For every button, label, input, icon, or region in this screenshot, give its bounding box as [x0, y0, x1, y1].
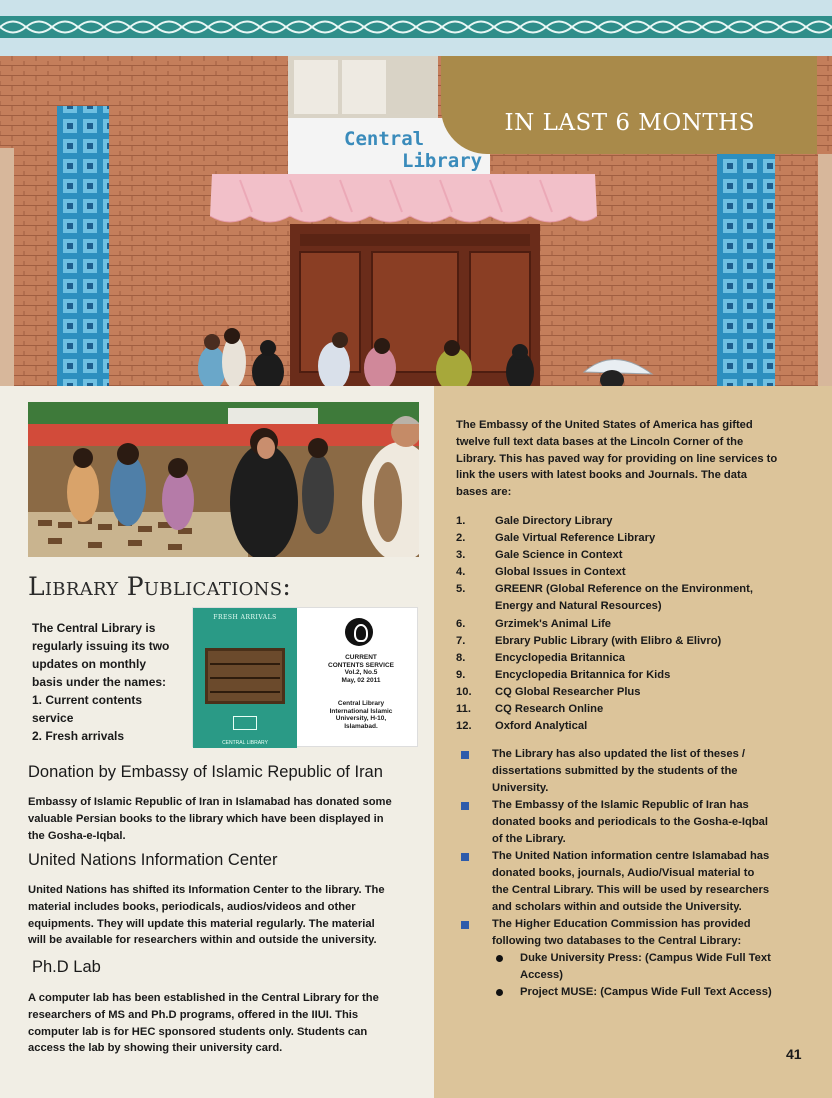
list-item [456, 746, 806, 797]
item-number: 5. [456, 583, 466, 596]
item-number: 11. [456, 703, 471, 716]
hero-badge [441, 56, 817, 154]
text-line: and scholars within and outside the University. [492, 901, 742, 913]
sign-line-2: Library [402, 150, 483, 172]
item-number: 2. [456, 532, 466, 545]
publications-title: Library Publications: [28, 572, 292, 601]
cover-footer: CENTRAL LIBRARY [222, 740, 268, 746]
hero-photo [0, 56, 832, 386]
text-line: Duke University Press: (Campus Wide Full Text [520, 952, 771, 964]
text-line: 2. Fresh arrivals [32, 729, 125, 743]
fresh-arrivals-cover [193, 608, 297, 748]
item-name: Encyclopedia Britannica [495, 651, 625, 664]
card-line: May, 02 2011 [341, 676, 381, 684]
item-number: 10. [456, 685, 472, 698]
section-body-iran-donation [28, 794, 413, 844]
decorative-top-band [0, 0, 832, 56]
list-item [456, 797, 806, 848]
list-item [456, 513, 806, 530]
card-line: Islamabad. [344, 722, 378, 730]
item-name: Encyclopedia Britannica for Kids [495, 668, 671, 681]
text-line: researchers of MS and Ph.D programs, offered in the IIUI. This [28, 1008, 359, 1021]
item-number: 6. [456, 617, 466, 630]
list-item [456, 633, 806, 650]
publication-samples [192, 607, 418, 747]
card-line: CONTENTS SERVICE [328, 661, 394, 669]
text-line: material includes books, periodicals, audios/videos and other [28, 900, 356, 913]
list-item [456, 950, 806, 984]
text-line: Library. This has paved way for providing on line services to [456, 452, 778, 465]
list-item [456, 616, 806, 633]
list-item [456, 667, 806, 684]
text-line: the Gosha-e-Iqbal. [28, 829, 126, 842]
round-bullet-icon [496, 989, 503, 996]
text-line: Energy and Natural Resources) [495, 600, 662, 613]
card-library [303, 700, 419, 730]
text-line: The Higher Education Commission has provided [492, 918, 751, 930]
text-line: service [32, 711, 74, 725]
item-name: Gale Directory Library [495, 515, 613, 527]
database-list [456, 513, 806, 735]
text-line: access the lab by showing their university card. [28, 1042, 283, 1055]
text-line: Project MUSE: (Campus Wide Full Text Access) [520, 986, 772, 998]
list-item [456, 984, 806, 1001]
text-line: will be available for researchers within and outside the university. [28, 934, 377, 947]
text-line: link the users with latest books and Journals. The data [456, 469, 747, 482]
text-line: valuable Persian books to the library which have been displayed in [28, 812, 384, 825]
text-line: of the Library. [492, 833, 566, 845]
list-item [456, 564, 806, 581]
hero-badge-text: IN LAST 6 MONTHS [504, 110, 755, 136]
text-line: equipments. They will update this material regularly. The material [28, 917, 375, 930]
text-line: The Library has also updated the list of theses / [492, 748, 746, 760]
text-line: 1. Current contents [32, 693, 143, 707]
section-heading-un-center: United Nations Information Center [28, 851, 278, 869]
card-line: Vol.2, No.5 [344, 669, 378, 676]
square-bullet-icon [461, 751, 469, 759]
text-line: regularly issuing its two [32, 639, 170, 653]
section-body-un-center [28, 882, 413, 949]
list-item [456, 718, 806, 735]
item-number: 7. [456, 634, 466, 647]
section-heading-iran-donation: Donation by Embassy of Islamic Republic of Iran [28, 763, 383, 781]
cover-title: FRESH ARRIVALS [213, 614, 277, 621]
card-line: University, H-10, [335, 715, 387, 722]
text-line: Access) [520, 969, 563, 981]
text-line: A computer lab has been established in the Central Library for the [28, 992, 379, 1004]
text-line: University. [492, 782, 549, 794]
list-item [456, 701, 806, 718]
text-line: updates on monthly [32, 657, 146, 671]
text-line: following two databases to the Central Library: [492, 935, 742, 947]
card-line: International Islamic [329, 707, 393, 715]
book-fair-photo [28, 402, 419, 557]
section-heading-phd-lab: Ph.D Lab [32, 958, 101, 976]
list-item [456, 530, 806, 547]
text-line: The Embassy of the United States of America has gifted [456, 419, 753, 431]
text-line: GREENR (Global Reference on the Environment, [495, 583, 753, 596]
text-line: United Nations has shifted its Information Center to the library. The [28, 884, 385, 896]
current-contents-card [303, 608, 419, 748]
cover-logo-icon [233, 716, 257, 730]
item-number: 1. [456, 515, 466, 527]
round-bullet-icon [496, 955, 503, 962]
text-line: The United Nation information centre Islamabad has [492, 850, 770, 862]
updates-bullet-list [456, 746, 806, 1001]
bookshelf-image [205, 648, 285, 704]
text-line: bases are: [456, 486, 512, 499]
sign-line-1: Central [344, 128, 425, 150]
item-number: 4. [456, 566, 466, 579]
square-bullet-icon [461, 921, 469, 929]
item-name: Oxford Analytical [495, 720, 588, 733]
list-item [456, 581, 806, 615]
text-line: computer lab is for HEC sponsored students only. Students can [28, 1025, 368, 1038]
text-line: basis under the names: [32, 675, 167, 689]
section-body-phd-lab [28, 990, 413, 1057]
embassy-intro [456, 417, 806, 501]
item-number: 8. [456, 651, 466, 664]
item-name: CQ Global Researcher Plus [495, 685, 641, 698]
list-item [456, 848, 806, 916]
card-line: CURRENT [345, 654, 377, 661]
item-name: CQ Research Online [495, 703, 604, 716]
list-item [456, 650, 806, 667]
item-name: Grzimek's Animal Life [495, 617, 612, 630]
item-name: Gale Science in Context [495, 549, 623, 562]
text-line: dissertations submitted by the students of the [492, 765, 738, 777]
publications-text [32, 619, 182, 745]
list-item [456, 684, 806, 701]
item-name: Ebrary Public Library (with Elibro & Elivro) [495, 634, 722, 647]
text-line: donated books, journals, Audio/Visual material to [492, 867, 755, 879]
text-line: The Embassy of the Islamic Republic of Iran has [492, 799, 749, 811]
item-number: 3. [456, 549, 466, 562]
card-line: Central Library [337, 700, 385, 707]
text-line: Embassy of Islamic Republic of Iran in Islamabad has donated some [28, 796, 392, 808]
list-item [456, 547, 806, 564]
text-line: donated books and periodicals to the Gosha-e-Iqbal [492, 816, 768, 828]
item-number: 9. [456, 668, 466, 681]
item-number: 12. [456, 720, 472, 733]
text-line: the Central Library. This will be used by researchers [492, 884, 770, 896]
text-line: twelve full text data bases at the Lincoln Corner of the [456, 435, 744, 448]
square-bullet-icon [461, 853, 469, 861]
item-name: Global Issues in Context [495, 566, 626, 579]
page-number: 41 [786, 1046, 802, 1062]
card-title [303, 654, 419, 684]
square-bullet-icon [461, 802, 469, 810]
text-line: The Central Library is [32, 621, 156, 635]
list-item [456, 916, 806, 950]
university-seal-icon [345, 618, 373, 646]
item-name: Gale Virtual Reference Library [495, 532, 656, 545]
item-name [495, 581, 753, 615]
